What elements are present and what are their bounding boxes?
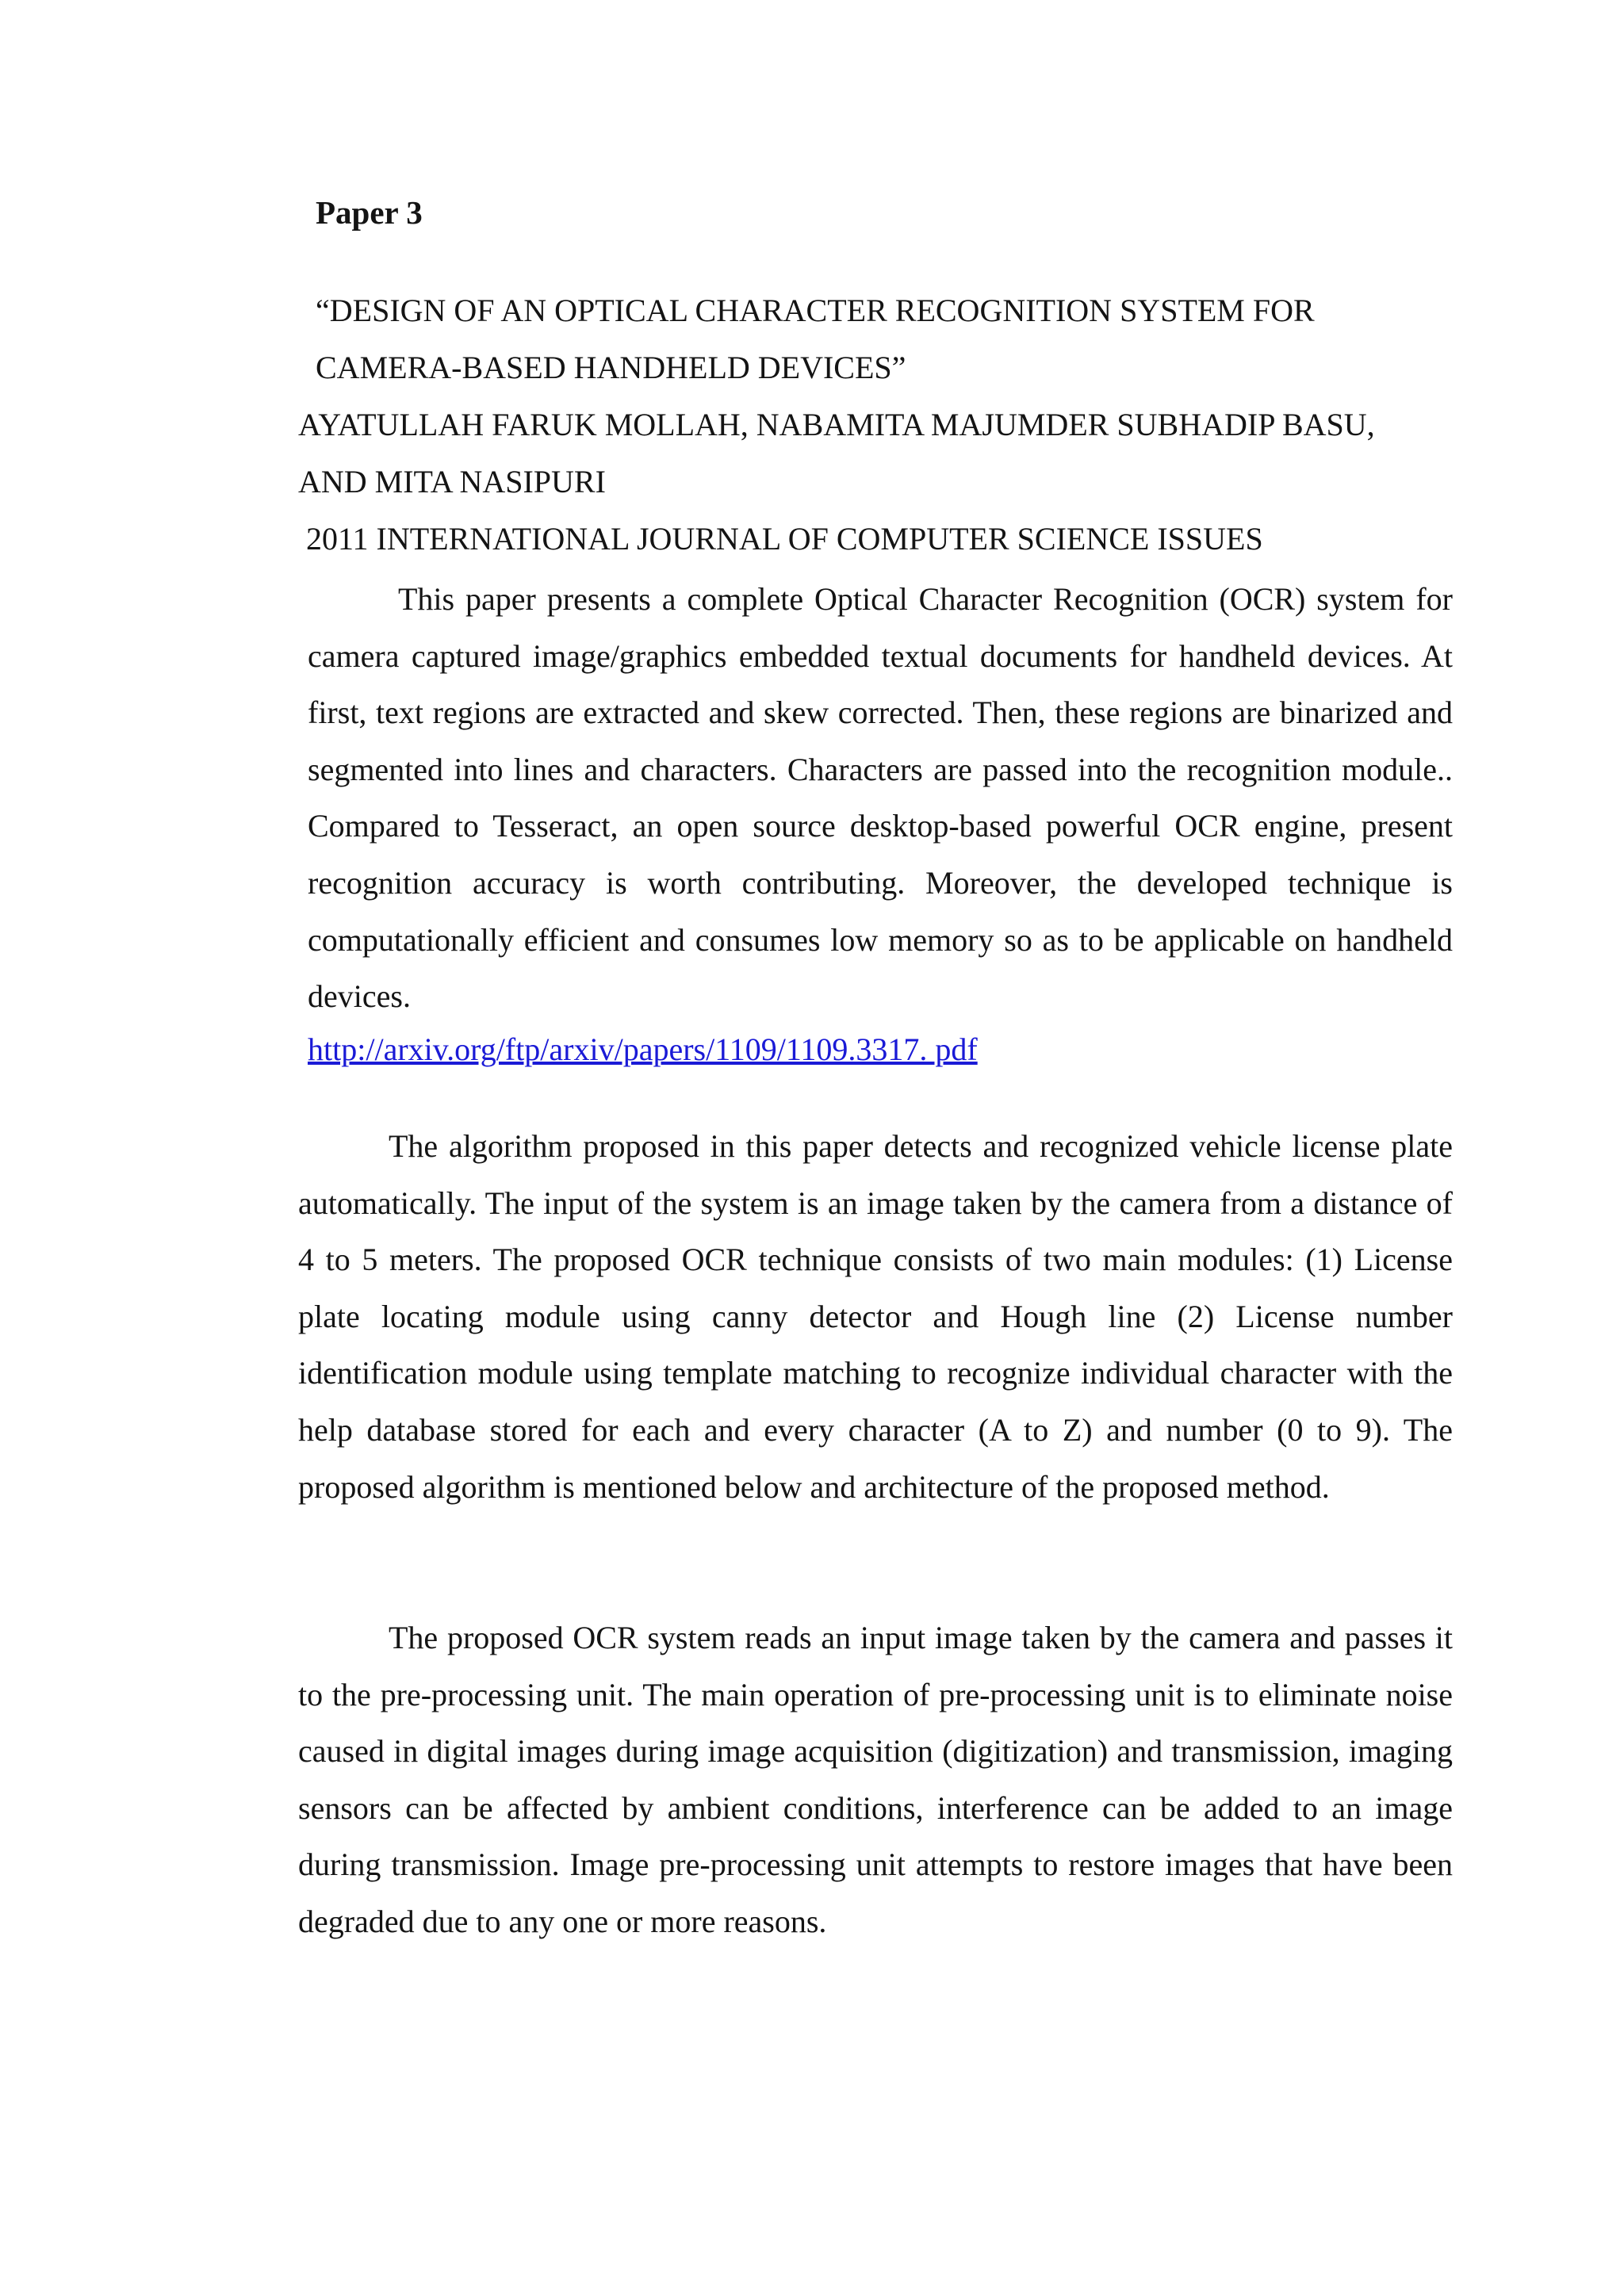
authors-line-2: AND MITA NASIPURI (298, 464, 606, 499)
body-paragraph-algorithm: The algorithm proposed in this paper detects and recognized vehicle license plate automatically. The input of the system is an image taken by the camera from a distance of 4 to 5 meters. The proposed OCR technique consists of two main modules: (1) License plate locating module using canny detector and Hough line (2) License number identification module using template matching to recognize individual character with the help database stored for each and every character (A to Z) and number (0 to 9). The proposed algorithm is mentioned below and architecture of the proposed method. (298, 1128, 1453, 1505)
paper-title-line-2: CAMERA-BASED HANDHELD DEVICES” (316, 350, 906, 385)
paper-link[interactable]: http://arxiv.org/ftp/arxiv/papers/1109/1109.3317. pdf (308, 1031, 978, 1067)
authors-line-1: AYATULLAH FARUK MOLLAH, NABAMITA MAJUMDER SUBHADIP BASU, (298, 407, 1375, 442)
paper-heading: Paper 3 (316, 194, 423, 231)
abstract-paragraph: This paper presents a complete Optical Character Recognition (OCR) system for camera captured image/graphics embedded textual documents for handheld devices. At first, text regions are extracted and skew corrected. Then, these regions are binarized and segmented into lines and characters. Characters are passed into the recognition module.. Compared to Tesseract, an open source desktop-based powerful OCR engine, present recognition accuracy is worth contributing. Moreover, the developed technique is computationally efficient and consumes low memory so as to be applicable on handheld devices. (308, 581, 1453, 1015)
paper-title-line-1: “DESIGN OF AN OPTICAL CHARACTER RECOGNITION SYSTEM FOR (316, 293, 1315, 328)
body-paragraph-preprocessing: The proposed OCR system reads an input image taken by the camera and passes it to the pre-processing unit. The main operation of pre-processing unit is to eliminate noise caused in digital images during image acquisition (digitization) and transmission, imaging sensors can be affected by ambient conditions, interference can be added to an image during transmission. Image pre-processing unit attempts to restore images that have been degraded due to any one or more reasons. (298, 1620, 1453, 1939)
journal-citation: 2011 INTERNATIONAL JOURNAL OF COMPUTER SCIENCE ISSUES (306, 521, 1263, 557)
